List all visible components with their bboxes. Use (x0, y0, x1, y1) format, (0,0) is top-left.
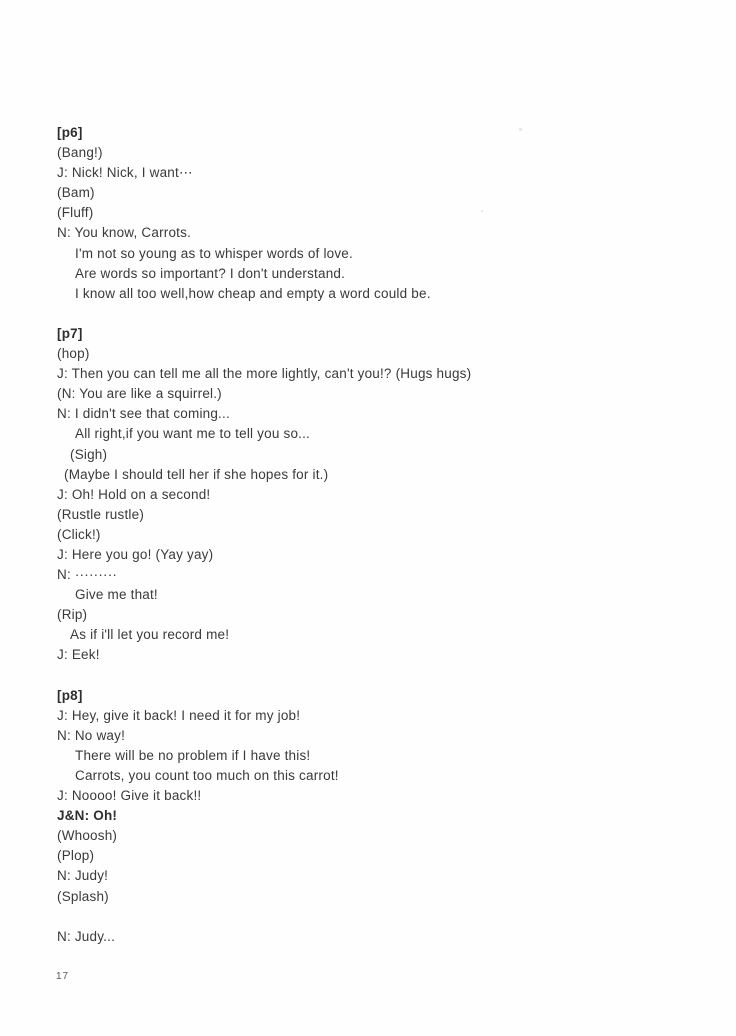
script-line: Are words so important? I don't understand. (75, 265, 346, 281)
script-line: (Bang!) (57, 145, 103, 161)
script-line: (Bam) (57, 185, 95, 201)
script-body (57, 123, 706, 947)
script-line: (Maybe I should tell her if she hopes for it.) (64, 466, 329, 482)
script-line: N: ········· (57, 567, 118, 583)
script-line: There will be no problem if I have this! (75, 747, 311, 763)
script-line: (Whoosh) (57, 828, 118, 844)
section-p6 (57, 123, 706, 304)
script-line: (Rip) (57, 607, 88, 623)
script-line: J: Noooo! Give it back!! (57, 788, 202, 804)
script-line: N: I didn't see that coming... (57, 406, 230, 422)
script-line: N: Judy... (57, 928, 116, 944)
script-line: I know all too well,how cheap and empty a word could be. (75, 285, 431, 301)
section-heading: [p8] (57, 687, 83, 703)
section-p8 (57, 686, 706, 947)
script-line: (Fluff) (57, 205, 94, 221)
script-line: N: Judy! (57, 868, 109, 884)
script-line: I'm not so young as to whisper words of love. (75, 245, 353, 261)
page-number: 17 (56, 971, 70, 982)
section-p7 (57, 324, 706, 666)
script-line: Carrots, you count too much on this carrot! (75, 768, 339, 783)
script-line: J: Nick! Nick, I want⋯ (57, 165, 193, 181)
script-line: (Sigh) (70, 446, 108, 462)
script-line: N: No way! (57, 727, 126, 743)
script-line: (hop) (57, 346, 90, 362)
script-line: Give me that! (75, 587, 158, 603)
section-heading: [p6] (57, 125, 83, 140)
blank-line (57, 907, 706, 927)
script-line: J: Oh! Hold on a second! (57, 486, 211, 502)
script-line: J: Here you go! (Yay yay) (57, 546, 214, 562)
script-line: As if i'll let you record me! (70, 627, 230, 643)
script-line: (Rustle rustle) (57, 506, 145, 522)
scan-speck (481, 210, 483, 212)
script-line: J: Eek! (57, 647, 100, 663)
script-line: (Splash) (57, 888, 109, 904)
script-line: J: Hey, give it back! I need it for my job! (57, 707, 301, 723)
script-line: (Click!) (57, 526, 101, 542)
script-line: (Plop) (57, 848, 95, 864)
script-line: J: Then you can tell me all the more lightly, can't you!? (Hugs hugs) (57, 366, 472, 382)
script-line: All right,if you want me to tell you so... (75, 426, 310, 442)
section-heading: [p7] (57, 325, 83, 341)
script-line: J&N: Oh! (57, 808, 118, 824)
script-line: N: You know, Carrots. (57, 225, 192, 241)
script-line: (N: You are like a squirrel.) (57, 386, 222, 402)
scan-speck (519, 128, 522, 131)
